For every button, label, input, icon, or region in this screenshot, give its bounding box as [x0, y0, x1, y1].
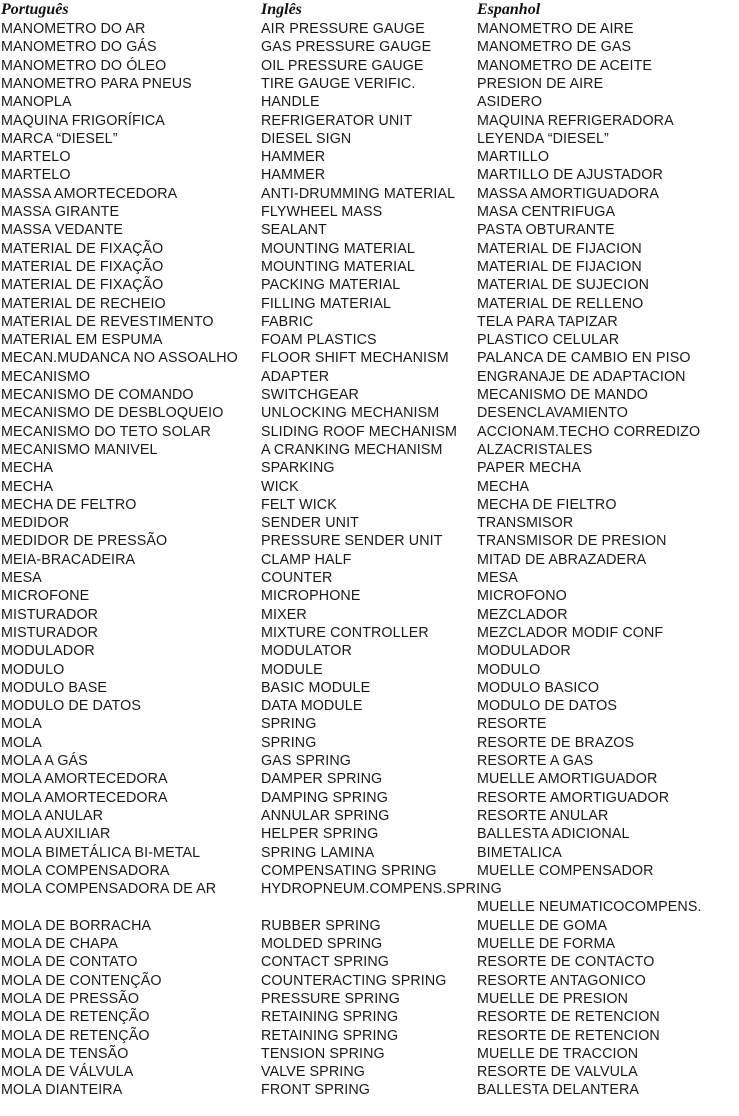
term-portuguese: MARTELO — [1, 167, 71, 184]
term-spanish: MUELLE DE FORMA — [477, 936, 616, 952]
term-spanish: TRANSMISOR — [477, 515, 574, 532]
table-row — [0, 75, 739, 93]
term-spanish: MASSA AMORTIGUADORA — [477, 185, 659, 202]
term-spanish: MARTILLO DE AJUSTADOR — [477, 167, 663, 184]
term-portuguese: MATERIAL DE FIXAÇÃO — [1, 240, 164, 257]
term-portuguese: MECANISMO MANIVEL — [1, 441, 158, 458]
term-portuguese: MISTURADOR — [1, 624, 99, 641]
term-spanish: RESORTE DE CONTACTO — [477, 954, 655, 971]
term-spanish: PAPER MECHA — [477, 460, 582, 477]
table-row — [0, 807, 739, 825]
term-portuguese: MEDIDOR — [1, 515, 70, 532]
term-portuguese: MANOMETRO DO ÓLEO — [1, 57, 167, 74]
table-row — [0, 917, 739, 935]
term-portuguese: MOLA AUXILIAR — [1, 826, 111, 843]
table-row — [0, 1008, 739, 1026]
term-portuguese: MOLA DIANTEIRA — [1, 1082, 123, 1099]
term-english: SPRING LAMINA — [261, 844, 375, 861]
table-row — [0, 404, 739, 422]
table-row — [0, 441, 739, 459]
table-row — [0, 93, 739, 111]
term-spanish: PRESION DE AIRE — [477, 75, 604, 92]
wrapped-spanish-line — [0, 898, 739, 916]
term-english: ANTI-DRUMMING MATERIAL — [261, 185, 456, 202]
term-portuguese: MODULO — [1, 661, 65, 678]
term-spanish: RESORTE A GAS — [477, 753, 594, 769]
term-portuguese: MOLA DE CHAPA — [1, 936, 119, 952]
table-row — [0, 240, 739, 258]
term-english: ANNULAR SPRING — [261, 807, 390, 824]
term-portuguese: MATERIAL DE FIXAÇÃO — [1, 277, 164, 294]
term-spanish: PALANCA DE CAMBIO EN PISO — [477, 350, 691, 367]
term-spanish: RESORTE — [477, 716, 547, 733]
term-english: AIR PRESSURE GAUGE — [261, 21, 425, 37]
term-spanish: MATERIAL DE RELLENO — [477, 295, 644, 312]
term-spanish: RESORTE ANULAR — [477, 807, 609, 824]
term-english: SLIDING ROOF MECHANISM — [261, 423, 458, 440]
term-spanish: ASIDERO — [477, 94, 543, 111]
term-spanish: ALZACRISTALES — [477, 441, 593, 458]
term-spanish: RESORTE DE RETENCION — [477, 1027, 660, 1044]
table-row — [0, 953, 739, 971]
table-row — [0, 203, 739, 221]
term-english: A CRANKING MECHANISM — [261, 441, 443, 458]
term-portuguese: MODULO BASE — [1, 679, 107, 696]
term-spanish: MUELLE DE PRESION — [477, 990, 629, 1007]
term-english: DATA MODULE — [261, 698, 363, 715]
term-portuguese: MECANISMO — [1, 368, 91, 385]
term-spanish: MECHA — [477, 478, 530, 495]
term-spanish: MATERIAL DE FIJACION — [477, 258, 642, 275]
table-row — [0, 679, 739, 697]
term-english: CLAMP HALF — [261, 551, 352, 568]
term-spanish: MANOMETRO DE AIRE — [477, 21, 634, 37]
term-spanish: RESORTE ANTAGONICO — [477, 972, 646, 989]
table-row — [0, 1063, 739, 1081]
term-english: DAMPING SPRING — [261, 789, 388, 806]
term-spanish: MANOMETRO DE ACEITE — [477, 57, 653, 74]
term-portuguese: MEIA-BRACADEIRA — [1, 551, 136, 568]
table-row — [0, 697, 739, 715]
term-english: MICROPHONE — [261, 588, 361, 605]
term-spanish: MUELLE DE TRACCION — [477, 1045, 639, 1062]
term-portuguese: MOLA AMORTECEDORA — [1, 789, 168, 806]
term-english: FILLING MATERIAL — [261, 295, 392, 312]
term-portuguese: MATERIAL DE FIXAÇÃO — [1, 258, 164, 275]
term-portuguese: MOLA DE CONTENÇÃO — [1, 972, 162, 989]
table-row — [0, 185, 739, 203]
table-row — [0, 569, 739, 587]
term-spanish: MUELLE AMORTIGUADOR — [477, 771, 658, 788]
term-portuguese: MOLA DE VÁLVULA — [1, 1064, 134, 1081]
term-spanish: MODULADOR — [477, 643, 571, 660]
term-portuguese: MOLA — [1, 734, 42, 751]
term-portuguese: MOLA DE RETENÇÃO — [1, 1009, 150, 1026]
table-row — [0, 1027, 739, 1045]
table-row — [0, 1081, 739, 1099]
term-english: VALVE SPRING — [261, 1064, 365, 1081]
term-portuguese: MOLA BIMETÁLICA BI-METAL — [1, 844, 201, 861]
term-english: TIRE GAUGE VERIFIC. — [261, 75, 416, 92]
term-english: MOUNTING MATERIAL — [261, 258, 415, 275]
term-english: SENDER UNIT — [261, 515, 360, 532]
term-english: COUNTER — [261, 570, 333, 586]
term-spanish: MUELLE DE GOMA — [477, 917, 608, 934]
table-row — [0, 331, 739, 349]
table-row — [0, 258, 739, 276]
term-portuguese: MOLA DE RETENÇÃO — [1, 1027, 150, 1044]
term-spanish: MEZCLADOR — [477, 606, 568, 623]
term-spanish: RESORTE DE BRAZOS — [477, 734, 635, 751]
table-row — [0, 642, 739, 660]
column-headers — [0, 1, 739, 19]
table-row — [0, 368, 739, 386]
term-portuguese: MANOPLA — [1, 94, 72, 111]
term-english: OIL PRESSURE GAUGE — [261, 57, 424, 74]
table-row — [0, 789, 739, 807]
term-english: TENSION SPRING — [261, 1045, 385, 1062]
table-row — [0, 880, 739, 898]
table-row — [0, 844, 739, 862]
header-spanish: Espanhol — [477, 1, 541, 18]
term-spanish: MECHA DE FIELTRO — [477, 496, 617, 513]
term-english: FLYWHEEL MASS — [261, 204, 383, 220]
term-portuguese: MODULO DE DATOS — [1, 698, 141, 715]
term-english: DIESEL SIGN — [261, 130, 352, 147]
term-english: MODULATOR — [261, 643, 352, 660]
term-portuguese: MECAN.MUDANCA NO ASSOALHO — [1, 350, 238, 367]
term-spanish: TRANSMISOR DE PRESION — [477, 533, 667, 550]
term-english: COMPENSATING SPRING — [261, 862, 437, 879]
term-portuguese: MATERIAL DE REVESTIMENTO — [1, 313, 214, 330]
table-row — [0, 661, 739, 679]
table-row — [0, 990, 739, 1008]
table-row — [0, 313, 739, 331]
term-portuguese: MOLA COMPENSADORA — [1, 862, 170, 879]
table-row — [0, 770, 739, 788]
term-spanish: MARTILLO — [477, 149, 550, 166]
table-row — [0, 166, 739, 184]
term-portuguese: MISTURADOR — [1, 606, 99, 623]
term-portuguese: MOLA — [1, 716, 42, 733]
term-portuguese: MECHA DE FELTRO — [1, 496, 137, 513]
term-english: SPARKING — [261, 460, 335, 477]
term-portuguese: MECHA — [1, 460, 54, 477]
term-spanish: ACCIONAM.TECHO CORREDIZO — [477, 423, 701, 440]
term-english: BASIC MODULE — [261, 679, 371, 696]
term-spanish: MATERIAL DE SUJECION — [477, 277, 649, 294]
term-portuguese: MASSA GIRANTE — [1, 204, 120, 220]
term-portuguese: MECANISMO DE COMANDO — [1, 387, 194, 403]
table-row — [0, 972, 739, 990]
term-english: GAS PRESSURE GAUGE — [261, 39, 432, 56]
term-spanish: DESENCLAVAMIENTO — [477, 405, 628, 422]
term-english: REFRIGERATOR UNIT — [261, 112, 413, 129]
term-spanish: MUELLE COMPENSADOR — [477, 862, 654, 879]
term-english: RETAINING SPRING — [261, 1027, 399, 1044]
table-row — [0, 20, 739, 38]
term-spanish: BALLESTA DELANTERA — [477, 1082, 640, 1099]
term-portuguese: MOLA DE PRESSÃO — [1, 990, 140, 1007]
table-row — [0, 825, 739, 843]
term-portuguese: MOLA ANULAR — [1, 807, 104, 824]
term-english: FRONT SPRING — [261, 1082, 370, 1099]
term-english: UNLOCKING MECHANISM — [261, 405, 440, 422]
term-portuguese: MECANISMO DO TETO SOLAR — [1, 423, 211, 440]
term-english: FELT WICK — [261, 496, 337, 513]
term-portuguese: MOLA A GÁS — [1, 753, 88, 769]
term-spanish: MODULO DE DATOS — [477, 698, 617, 715]
term-english: SWITCHGEAR — [261, 387, 359, 403]
term-portuguese: MICROFONE — [1, 588, 90, 605]
table-row — [0, 459, 739, 477]
table-row — [0, 1045, 739, 1063]
term-english: COUNTERACTING SPRING — [261, 972, 447, 989]
table-row — [0, 752, 739, 770]
term-english: MODULE — [261, 661, 323, 678]
term-english: HYDROPNEUM.COMPENS.SPRING — [261, 881, 502, 898]
term-spanish: MICROFONO — [477, 588, 567, 605]
term-spanish: MECANISMO DE MANDO — [477, 387, 648, 403]
term-english: CONTACT SPRING — [261, 954, 389, 971]
term-portuguese: MEDIDOR DE PRESSÃO — [1, 533, 168, 550]
term-portuguese: MOLA COMPENSADORA DE AR — [1, 881, 217, 898]
term-english: HAMMER — [261, 149, 326, 166]
term-spanish: PLASTICO CELULAR — [477, 332, 620, 349]
table-row — [0, 587, 739, 605]
term-english: HAMMER — [261, 167, 326, 184]
term-spanish: MATERIAL DE FIJACION — [477, 240, 642, 257]
term-spanish: MITAD DE ABRAZADERA — [477, 551, 647, 568]
term-portuguese: MANOMETRO DO GÁS — [1, 39, 157, 56]
term-portuguese: MESA — [1, 570, 42, 586]
term-spanish: MODULO BASICO — [477, 679, 600, 696]
term-spanish: MODULO — [477, 661, 541, 678]
table-row — [0, 130, 739, 148]
term-english: FABRIC — [261, 313, 314, 330]
table-row — [0, 514, 739, 532]
term-english: RETAINING SPRING — [261, 1009, 399, 1026]
term-portuguese: MANOMETRO PARA PNEUS — [1, 75, 192, 92]
term-english: WICK — [261, 478, 299, 495]
term-spanish: BALLESTA ADICIONAL — [477, 826, 630, 843]
table-row — [0, 423, 739, 441]
table-row — [0, 295, 739, 313]
term-spanish: ENGRANAJE DE ADAPTACION — [477, 368, 686, 385]
table-row — [0, 862, 739, 880]
table-row — [0, 112, 739, 130]
table-row — [0, 221, 739, 239]
term-english: GAS SPRING — [261, 753, 351, 769]
header-english: Inglês — [261, 1, 302, 18]
table-row — [0, 532, 739, 550]
term-spanish: RESORTE AMORTIGUADOR — [477, 789, 670, 806]
term-spanish: MANOMETRO DE GAS — [477, 39, 632, 56]
term-portuguese: MATERIAL EM ESPUMA — [1, 332, 163, 349]
term-spanish: MAQUINA REFRIGERADORA — [477, 112, 674, 129]
table-row — [0, 276, 739, 294]
term-spanish: LEYENDA “DIESEL” — [477, 130, 609, 147]
term-english: MIXTURE CONTROLLER — [261, 624, 429, 641]
term-portuguese: MASSA AMORTECEDORA — [1, 185, 178, 202]
term-english: SEALANT — [261, 222, 327, 239]
term-english: MOUNTING MATERIAL — [261, 240, 415, 257]
term-spanish: BIMETALICA — [477, 844, 562, 861]
term-english: RUBBER SPRING — [261, 917, 381, 934]
term-spanish: RESORTE DE RETENCION — [477, 1009, 660, 1026]
term-portuguese: MECHA — [1, 478, 54, 495]
table-row — [0, 935, 739, 953]
term-portuguese: MAQUINA FRIGORÍFICA — [1, 112, 165, 129]
term-english: PRESSURE SPRING — [261, 990, 400, 1007]
term-english: ADAPTER — [261, 368, 330, 385]
table-row — [0, 551, 739, 569]
table-row — [0, 496, 739, 514]
term-portuguese: MECANISMO DE DESBLOQUEIO — [1, 405, 224, 422]
term-english: MIXER — [261, 606, 307, 623]
term-english: FOAM PLASTICS — [261, 332, 377, 349]
term-spanish: MEZCLADOR MODIF CONF — [477, 624, 664, 641]
table-row — [0, 57, 739, 75]
term-spanish: MESA — [477, 570, 518, 586]
table-row — [0, 148, 739, 166]
term-spanish: TELA PARA TAPIZAR — [477, 313, 618, 330]
term-english: HELPER SPRING — [261, 826, 379, 843]
table-row — [0, 715, 739, 733]
term-portuguese: MOLA DE BORRACHA — [1, 917, 152, 934]
term-spanish: MUELLE NEUMATICOCOMPENS. — [477, 899, 702, 916]
term-english: SPRING — [261, 734, 317, 751]
table-row — [0, 349, 739, 367]
term-english: MOLDED SPRING — [261, 936, 383, 952]
term-english: HANDLE — [261, 94, 320, 111]
term-portuguese: MODULADOR — [1, 643, 95, 660]
term-portuguese: MOLA DE CONTATO — [1, 954, 138, 971]
term-english: FLOOR SHIFT MECHANISM — [261, 350, 449, 367]
term-portuguese: MARTELO — [1, 149, 71, 166]
term-portuguese: MASSA VEDANTE — [1, 222, 124, 239]
term-portuguese: MARCA “DIESEL” — [1, 130, 118, 147]
term-english: PRESSURE SENDER UNIT — [261, 533, 443, 550]
table-row — [0, 624, 739, 642]
term-portuguese: MOLA DE TENSÃO — [1, 1045, 129, 1062]
table-row — [0, 478, 739, 496]
table-row — [0, 734, 739, 752]
term-portuguese: MATERIAL DE RECHEIO — [1, 295, 166, 312]
term-english: DAMPER SPRING — [261, 771, 383, 788]
term-spanish: RESORTE DE VALVULA — [477, 1064, 638, 1081]
term-english: PACKING MATERIAL — [261, 277, 401, 294]
term-portuguese: MANOMETRO DO AR — [1, 21, 146, 37]
term-spanish: MASA CENTRIFUGA — [477, 204, 616, 220]
table-row — [0, 606, 739, 624]
term-portuguese: MOLA AMORTECEDORA — [1, 771, 168, 788]
table-row — [0, 38, 739, 56]
term-spanish: PASTA OBTURANTE — [477, 222, 615, 239]
table-row — [0, 386, 739, 404]
header-portuguese: Português — [1, 1, 69, 18]
term-english: SPRING — [261, 716, 317, 733]
